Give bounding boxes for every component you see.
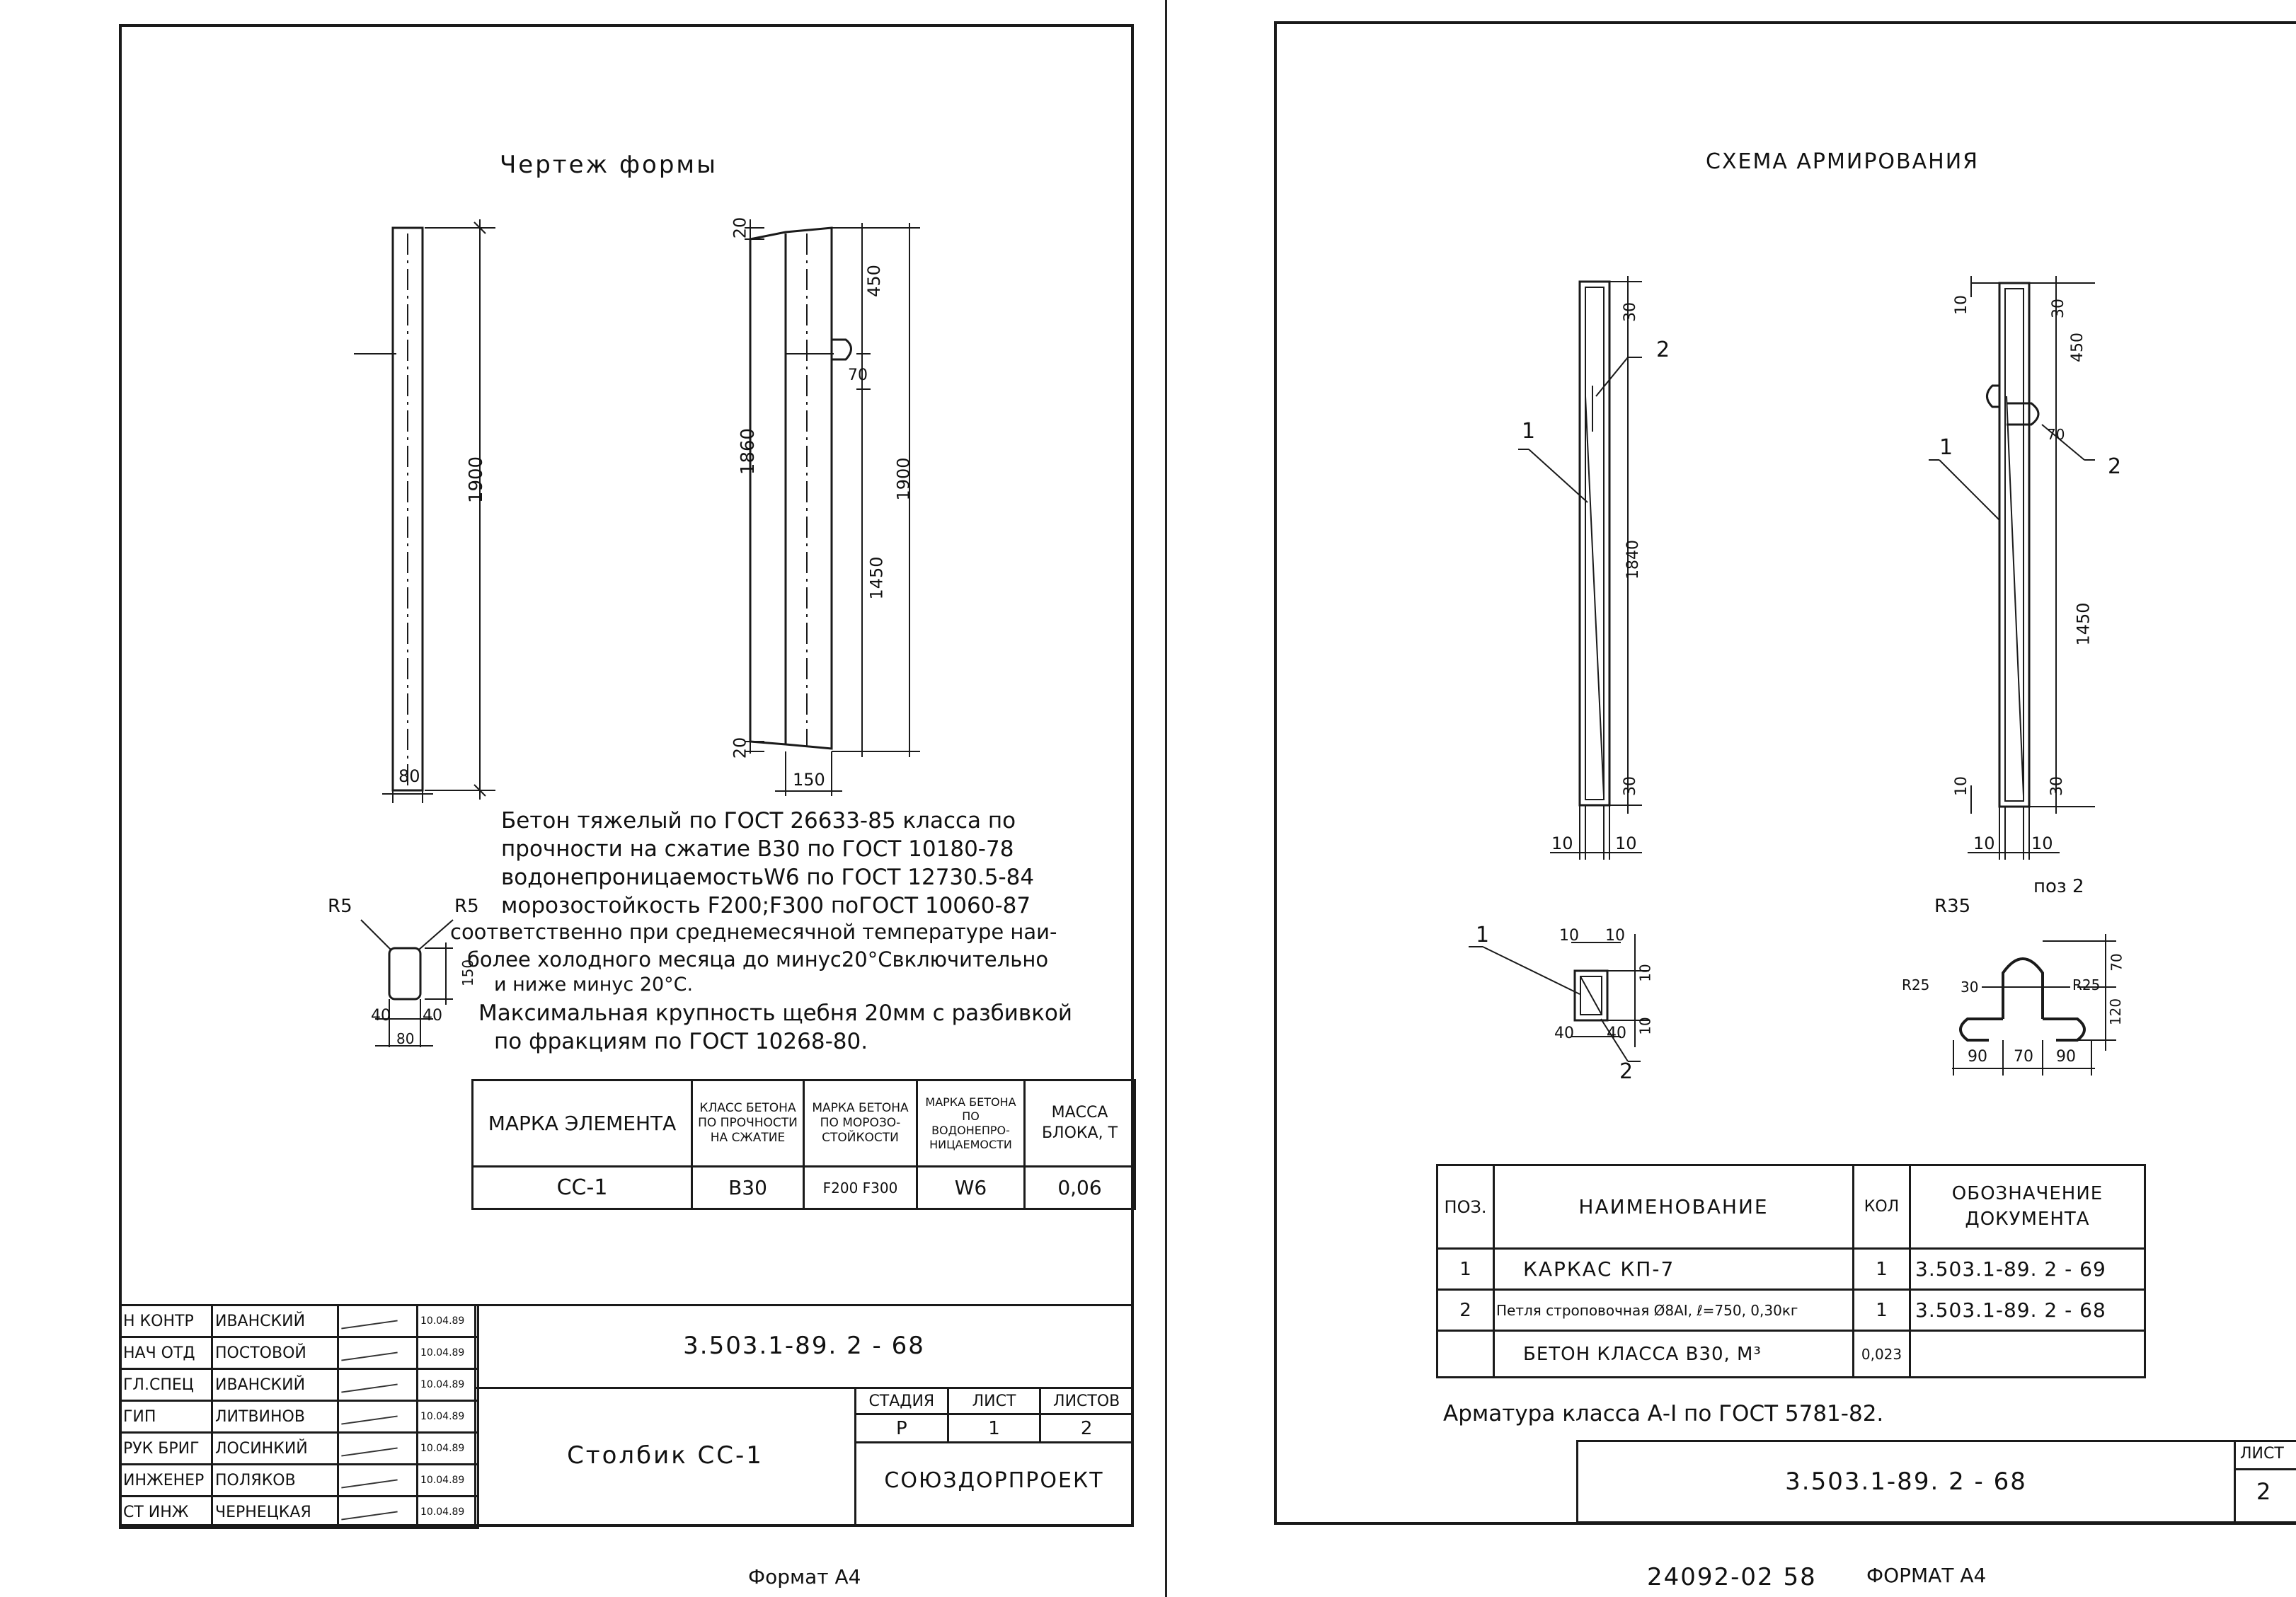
signature-role: Н КОНТР	[120, 1305, 212, 1337]
stage-table	[854, 1387, 1134, 1443]
spec-header-water: МАРКА БЕТОНА ПО ВОДОНЕПРО-НИЦАЕМОСТИ	[917, 1080, 1025, 1167]
handwritten-signature	[341, 1479, 397, 1488]
spec-cell-mass: 0,06	[1025, 1167, 1135, 1209]
parts-row3-qty: 0,023	[1854, 1331, 1910, 1378]
signature-sign	[338, 1337, 418, 1369]
signature-sign	[338, 1497, 418, 1528]
sec-dim-10b: 10	[1605, 927, 1625, 945]
dim-base: 150	[793, 770, 825, 790]
stage-header: СТАДИЯ	[856, 1388, 948, 1414]
pos2-dim-30: 30	[1961, 979, 1979, 996]
sec-dim-40a: 40	[1554, 1025, 1574, 1042]
a-dim-total: 1840	[1624, 540, 1642, 580]
spec-header-mass: МАССА БЛОКА, Т	[1025, 1080, 1135, 1167]
sheet-header: ЛИСТ	[948, 1388, 1040, 1414]
dim-top: 20	[730, 217, 750, 239]
a-dim-right: 10	[1615, 834, 1637, 853]
parts-header-qty: КОЛ	[1854, 1165, 1910, 1249]
parts-row1-pos: 1	[1437, 1249, 1494, 1290]
spec-cell-class: В30	[692, 1167, 804, 1209]
dim-r-left: R5	[328, 896, 352, 917]
reinforcement-note: Арматура класса А-I по ГОСТ 5781-82.	[1443, 1401, 1884, 1426]
b-dim-loop: 70	[2047, 426, 2065, 443]
b-dim-bottom2: 30	[2048, 776, 2066, 796]
parts-header-name: НАИМЕНОВАНИЕ	[1494, 1165, 1854, 1249]
sheet2-sheet-divider	[2234, 1468, 2296, 1470]
b-dim-right: 10	[2031, 834, 2053, 853]
pos2-dim-70b: 70	[2014, 1048, 2033, 1066]
parts-row3-doc	[1910, 1331, 2145, 1378]
spec-cell-frost: F200 F300	[804, 1167, 917, 1209]
spec-cell-mark: СС-1	[473, 1167, 692, 1209]
signature-date: 10.04.89	[418, 1305, 478, 1337]
parts-row2-qty: 1	[1854, 1290, 1910, 1331]
dim-sec-h: 150	[459, 959, 477, 987]
b-dim-top: 10	[1953, 295, 1970, 315]
note-line-8: Максимальная крупность щебня 20мм с разбивкой	[478, 1001, 1073, 1026]
handwritten-signature	[341, 1511, 397, 1520]
b-dim-bottom: 10	[1953, 776, 1970, 796]
signature-sign	[338, 1401, 418, 1433]
signature-row	[120, 1337, 478, 1369]
dim-sec-r: 40	[423, 1007, 442, 1025]
note-line-3: водонепроницаемостьW6 по ГОСТ 12730.5-84	[501, 865, 1035, 890]
parts-header-doc: ОБОЗНАЧЕНИЕ ДОКУМЕНТА	[1910, 1165, 2145, 1249]
signature-date: 10.04.89	[418, 1433, 478, 1465]
a-dim-top: 30	[1621, 302, 1639, 322]
organization-name: СОЮЗДОРПРОЕКТ	[884, 1468, 1104, 1493]
signature-date: 10.04.89	[418, 1401, 478, 1433]
spec-table	[471, 1079, 1136, 1210]
signature-row	[120, 1305, 478, 1337]
callout-1-view-a: 1	[1522, 419, 1536, 444]
parts-row1-name: КАРКАС КП-7	[1494, 1249, 1854, 1290]
pos2-dim-120: 120	[2107, 998, 2125, 1026]
signature-sign	[338, 1465, 418, 1497]
sheet1-format: Формат А4	[748, 1565, 861, 1589]
sheet2-sheet-label: ЛИСТ	[2240, 1445, 2284, 1463]
note-line-6: более холодного месяца до минус20°Свключительно	[467, 947, 1049, 972]
spec-header-mark: МАРКА ЭЛЕМЕНТА	[473, 1080, 692, 1167]
spec-cell-water: W6	[917, 1167, 1025, 1209]
sheet1-doc-code: 3.503.1-89. 2 - 68	[683, 1332, 925, 1360]
signature-role: ИНЖЕНЕР	[120, 1465, 212, 1497]
sheet1-drawing-name: Столбик СС-1	[567, 1441, 764, 1470]
parts-table	[1436, 1164, 2146, 1378]
note-line-7: и ниже минус 20°С.	[494, 974, 694, 996]
dim-col-width: 80	[398, 766, 420, 786]
signature-role: СТ ИНЖ	[120, 1497, 212, 1528]
signature-row	[120, 1401, 478, 1433]
signature-sign	[338, 1433, 418, 1465]
signature-name: ЛОСИНКИЙ	[212, 1433, 338, 1465]
callout-2-view-a: 2	[1656, 338, 1670, 362]
pos2-r25-right: R25	[2072, 976, 2101, 993]
handwritten-signature	[341, 1351, 397, 1361]
signature-row	[120, 1433, 478, 1465]
parts-row2-pos: 2	[1437, 1290, 1494, 1331]
parts-header-pos: ПОЗ.	[1437, 1165, 1494, 1249]
b-dim-left: 10	[1973, 834, 1995, 853]
stage-value: Р	[856, 1414, 948, 1443]
sec-dim-10a: 10	[1559, 927, 1579, 945]
sheets-value: 2	[1040, 1414, 1133, 1443]
signature-date: 10.04.89	[418, 1369, 478, 1401]
callout-1-view-b: 1	[1939, 435, 1953, 460]
dim-lower: 1450	[866, 556, 887, 600]
signature-row	[120, 1497, 478, 1528]
signature-date: 10.04.89	[418, 1465, 478, 1497]
note-line-4: морозостойкость F200;F300 поГОСТ 10060-87	[501, 893, 1031, 918]
b-dim-lower: 1450	[2073, 602, 2094, 646]
signature-date: 10.04.89	[418, 1337, 478, 1369]
signature-row	[120, 1369, 478, 1401]
pos2-dim-90b: 90	[2056, 1048, 2076, 1066]
signature-name: ЛИТВИНОВ	[212, 1401, 338, 1433]
signature-name: ИВАНСКИЙ	[212, 1305, 338, 1337]
dim-r-right: R5	[454, 896, 479, 917]
signature-name: ПОСТОВОЙ	[212, 1337, 338, 1369]
parts-row2-doc: 3.503.1-89. 2 - 68	[1910, 1290, 2145, 1331]
sheet2-sheet-number: 2	[2256, 1478, 2271, 1505]
handwritten-signature	[341, 1320, 397, 1329]
note-line-1: Бетон тяжелый по ГОСТ 26633-85 класса по	[501, 808, 1016, 834]
signature-name: ИВАНСКИЙ	[212, 1369, 338, 1401]
note-line-5: соответственно при среднемесячной температуре наи-	[450, 920, 1057, 944]
signature-name: ПОЛЯКОВ	[212, 1465, 338, 1497]
b-dim-top2: 30	[2050, 299, 2067, 318]
sec-dim-10d: 10	[1636, 1017, 1654, 1035]
sheet2-doc-code: 3.503.1-89. 2 - 68	[1785, 1468, 2027, 1496]
sheet1-frame	[119, 24, 1134, 1527]
dim-right-total: 1900	[893, 457, 914, 501]
pos2-r35: R35	[1934, 896, 1971, 917]
parts-row1-doc: 3.503.1-89. 2 - 69	[1910, 1249, 2145, 1290]
note-line-2: прочности на сжатие В30 по ГОСТ 10180-78	[501, 836, 1014, 862]
sheets-header: ЛИСТОВ	[1040, 1388, 1133, 1414]
dim-bottom: 20	[730, 737, 750, 759]
callout-2-section: 2	[1619, 1059, 1634, 1084]
parts-row3-name: БЕТОН КЛАССА В30, М³	[1494, 1331, 1854, 1378]
dim-col-height: 1900	[466, 456, 488, 504]
signature-role: РУК БРИГ	[120, 1433, 212, 1465]
signature-role: ГИП	[120, 1401, 212, 1433]
a-dim-bottom: 30	[1621, 776, 1639, 796]
signature-sign	[338, 1369, 418, 1401]
b-dim-upper: 450	[2069, 333, 2087, 362]
pos2-dim-90a: 90	[1968, 1048, 1987, 1066]
signature-role: ГЛ.СПЕЦ	[120, 1369, 212, 1401]
spec-header-class: КЛАСС БЕТОНА ПО ПРОЧНОСТИ НА СЖАТИЕ	[692, 1080, 804, 1167]
sec-dim-40b: 40	[1607, 1025, 1626, 1042]
sheet2-footer-number: 24092-02 58	[1647, 1563, 1817, 1591]
signature-sign	[338, 1305, 418, 1337]
handwritten-signature	[341, 1383, 397, 1393]
sheet1-title: Чертеж формы	[500, 151, 718, 179]
parts-row2-name: Петля строповочная Ø8АI, ℓ=750, 0,30кг	[1494, 1290, 1854, 1331]
dim-upper: 450	[863, 265, 884, 297]
signature-table	[119, 1304, 479, 1529]
pos2-r25-left: R25	[1902, 976, 1930, 993]
parts-row3-pos	[1437, 1331, 1494, 1378]
pos2-dim-70: 70	[2108, 953, 2125, 972]
spec-header-frost: МАРКА БЕТОНА ПО МОРОЗО-СТОЙКОСТИ	[804, 1080, 917, 1167]
dim-loop: 70	[848, 367, 868, 384]
dim-sec-w: 80	[396, 1030, 415, 1047]
sheet-divider	[1165, 0, 1167, 1597]
parts-row1-qty: 1	[1854, 1249, 1910, 1290]
handwritten-signature	[341, 1447, 397, 1456]
note-line-9: по фракциям по ГОСТ 10268-80.	[494, 1029, 868, 1054]
callout-1-section: 1	[1476, 923, 1490, 947]
signature-date: 10.04.89	[418, 1497, 478, 1528]
signature-row	[120, 1465, 478, 1497]
callout-2-view-b: 2	[2108, 454, 2122, 479]
sec-dim-10c: 10	[1636, 964, 1654, 982]
signature-role: НАЧ ОТД	[120, 1337, 212, 1369]
dim-total: 1860	[737, 427, 759, 475]
sheet2-format: ФОРМАТ А4	[1866, 1564, 1987, 1587]
sheet2-title: СХЕМА АРМИРОВАНИЯ	[1706, 149, 1979, 174]
signature-name: ЧЕРНЕЦКАЯ	[212, 1497, 338, 1528]
sheet-value: 1	[948, 1414, 1040, 1443]
pos2-label: поз 2	[2033, 876, 2084, 897]
a-dim-left: 10	[1551, 834, 1573, 853]
handwritten-signature	[341, 1415, 397, 1424]
dim-sec-l: 40	[371, 1007, 391, 1025]
